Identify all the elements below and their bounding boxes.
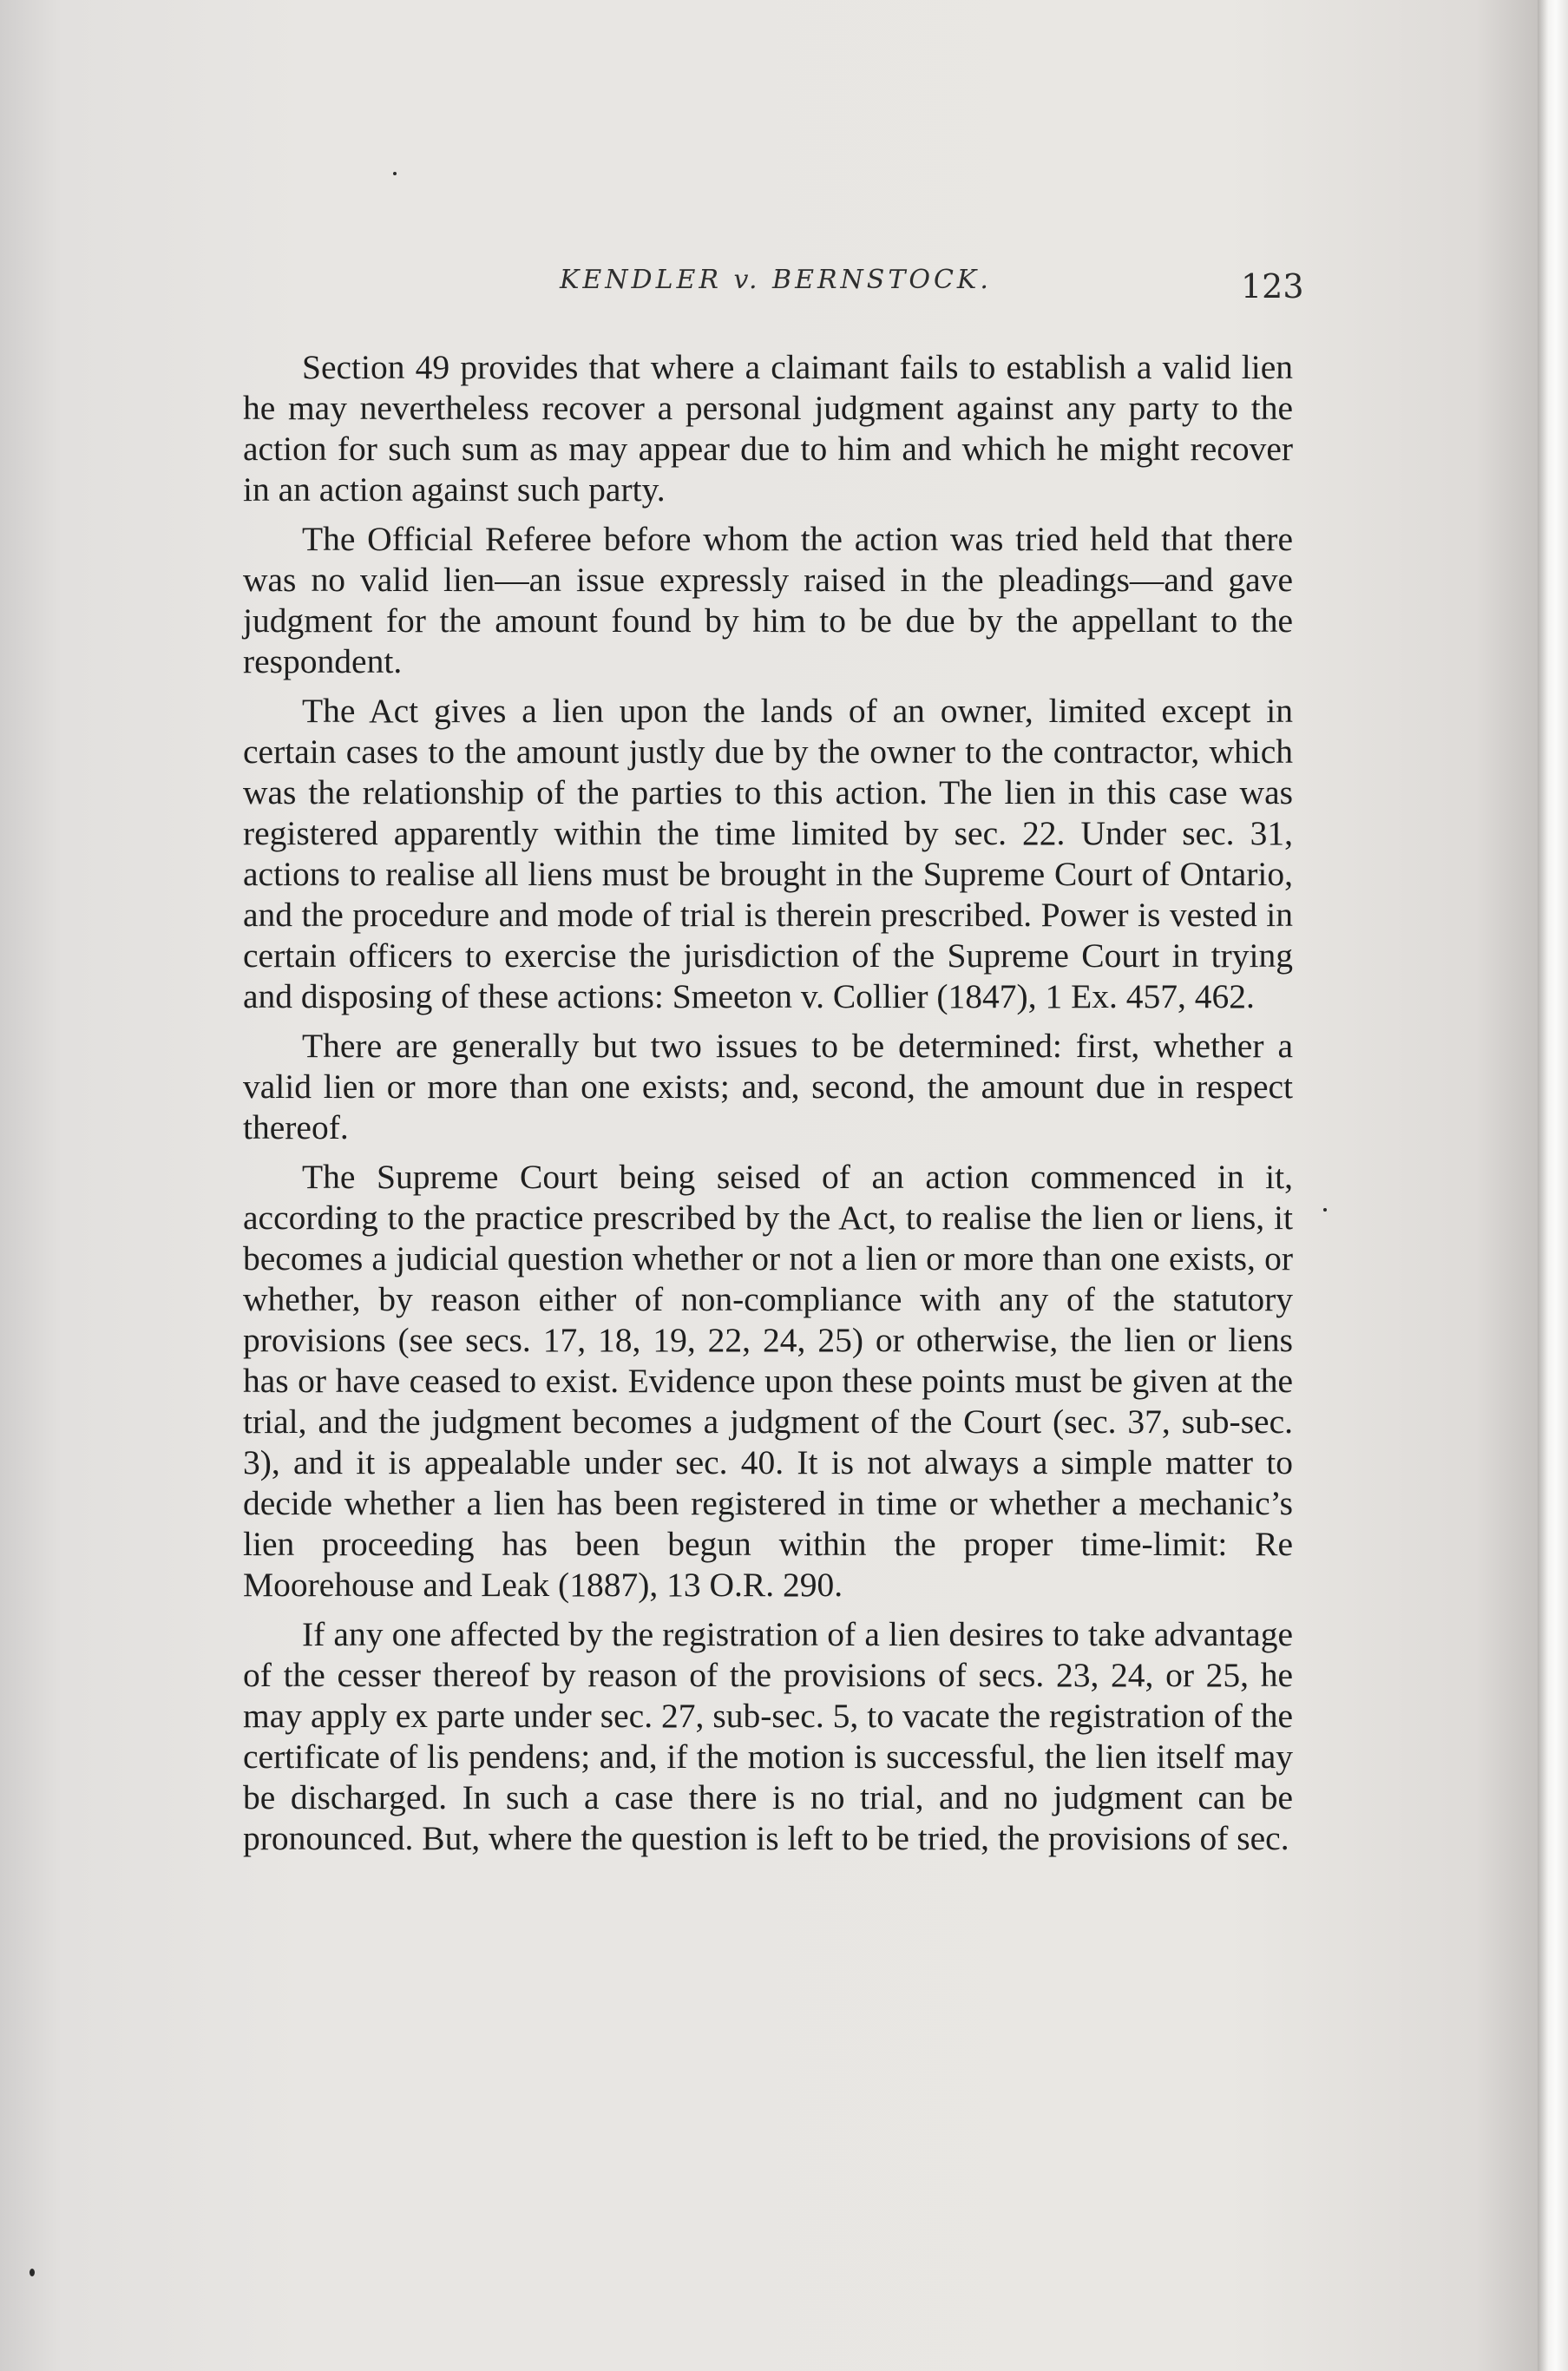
paragraph: The Act gives a lien upon the lands of an owner, limited except in certain cases to the amount justly due by the owner to the contractor, which was the relationship of the parties to this action. The lien in this case was registered apparently within the time limited by sec. 22. Under sec. 31, actions to realise all liens must be brought in the Supreme Court of Ontario, and the procedure and mode of trial is therein prescribed. Power is vested in certain officers to exercise the jurisdiction of the Supreme Court in trying and disposing of these actions: Smeeton v. Collier (1847), 1 Ex. 457, 462.: [243, 692, 1293, 1015]
page-number: 123: [1241, 267, 1304, 305]
paragraph: There are generally but two issues to be determined: first, whether a valid lien or more than one exists; and, second, the amount due in respect thereof.: [243, 1027, 1293, 1146]
ink-speck: [1323, 1208, 1327, 1212]
running-head: KENDLER v. BERNSTOCK.: [560, 265, 992, 295]
paragraph: The Supreme Court being seised of an action commenced in it, according to the practice prescribed by the Act, to realise the lien or liens, it becomes a judicial question whether or not a lien or more than one exists, or whether, by reason either of non-compliance with any of the statutory provisions (see secs. 17, 18, 19, 22, 24, 25) or otherwise, the lien or liens has or have ceased to exist. Evidence upon these points must be given at the trial, and the judgment becomes a judgment of the Court (sec. 37, sub-sec. 3), and it is appealable under sec. 40. It is not always a simple matter to decide whether a lien has been registered in time or whether a mechanic’s lien proceeding has been begun within the proper time-limit: Re Moorehouse and Leak (1887), 13 O.R. 290.: [243, 1158, 1293, 1604]
ink-speck: [393, 172, 397, 175]
paragraph: If any one affected by the registration of a lien desires to take advantage of the cesser thereof by reason of the provisions of secs. 23, 24, or 25, he may apply ex parte under sec. 27, sub-sec. 5, to vacate the registration of the certificate of lis pendens; and, if the motion is successful, the lien itself may be discharged. In such a case there is no trial, and no judgment can be pronounced. But, where the question is left to be tried, the provisions of sec.: [243, 1615, 1293, 1857]
ink-speck: [30, 2269, 35, 2276]
body-text: [243, 347, 1293, 1868]
paragraph: Section 49 provides that where a claimant fails to establish a valid lien he may nevertheless recover a personal judgment against any party to the action for such sum as may appear due to him and which he might recover in an action against such party.: [243, 348, 1293, 509]
book-spine-edge: [1538, 0, 1568, 2371]
paragraph: The Official Referee before whom the action was tried held that there was no valid lien—an issue expressly raised in the pleadings—and gave judgment for the amount found by him to be due by the appellant to the respondent.: [243, 520, 1293, 680]
